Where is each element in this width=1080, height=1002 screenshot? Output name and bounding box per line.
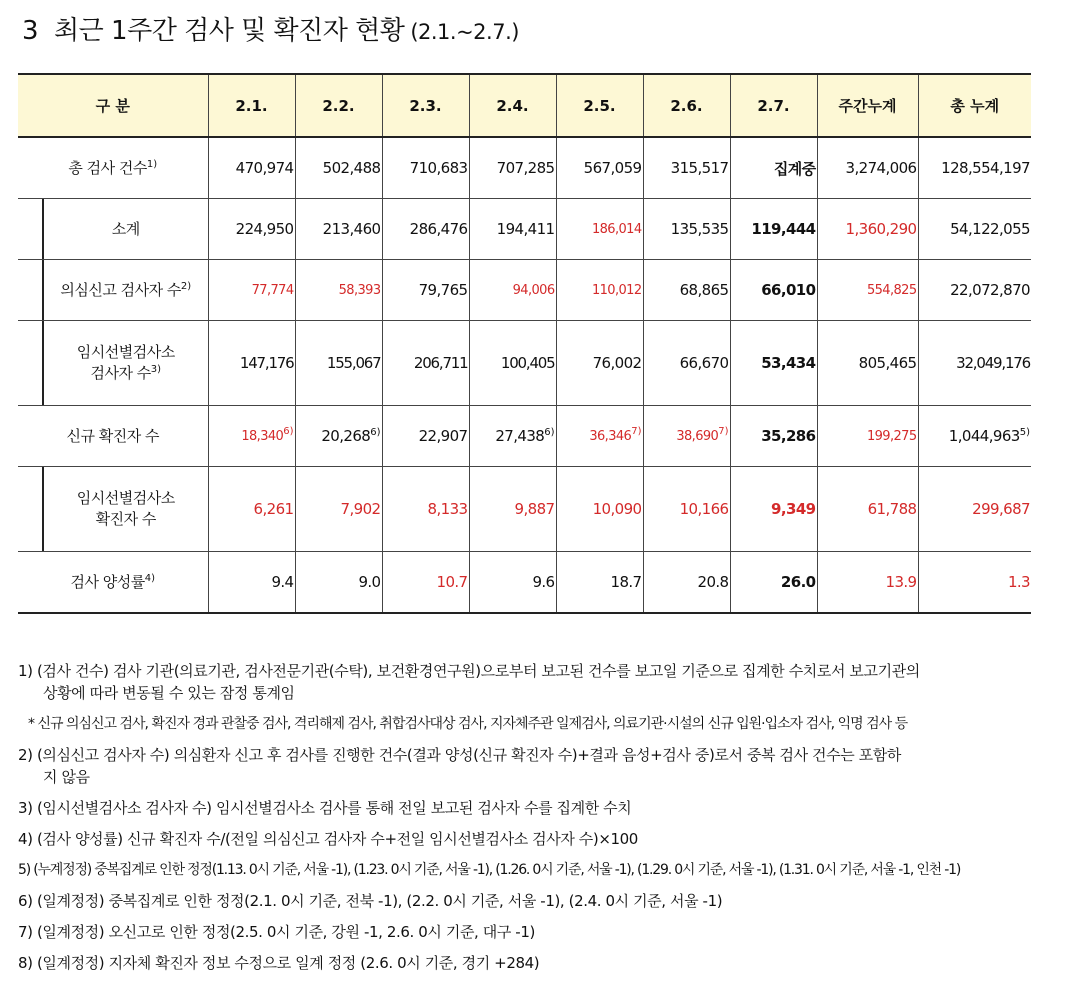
cell: 9,887 [469, 467, 556, 552]
row-temp-screening-tests [18, 321, 1031, 406]
cell: 199,275 [817, 406, 918, 467]
header-date: 2.7. [730, 74, 817, 137]
row-positivity-rate [18, 552, 1031, 614]
footnote-3: 3) (임시선별검사소 검사자 수) 임시선별검사소 검사를 통해 전일 보고된 검사자 수를 집계한 수치 [18, 799, 632, 817]
header-date: 2.6. [643, 74, 730, 137]
stats-table [18, 73, 1031, 614]
row-total-tests [18, 137, 1031, 199]
cell: 805,465 [817, 321, 918, 406]
cell: 집계중 [730, 137, 817, 199]
header-grand-total: 총 누계 [918, 74, 1031, 137]
cell: 119,444 [730, 199, 817, 260]
cell: 470,974 [208, 137, 295, 199]
footnote-2: 2) (의심신고 검사자 수) 의심환자 신고 후 검사를 진행한 건수(결과 양성(신규 확진자 수)+결과 음성+검사 중)로서 중복 검사 건수는 포함하 지 않음 [18, 746, 901, 786]
row-subtotal [18, 199, 1031, 260]
footnote-1: 1) (검사 건수) 검사 기관(의료기관, 검사전문기관(수탁), 보건환경연구원)으로부터 보고된 건수를 보고일 기준으로 집계한 수치로서 보고기관의 상황에 따라 변동될 수 있는 잠정 통계임 [18, 662, 920, 702]
cell: 20.8 [643, 552, 730, 614]
cell: 1,044,963$^{5)}$ [918, 406, 1031, 467]
cell: 554,825 [817, 260, 918, 321]
header-date: 2.1. [208, 74, 295, 137]
footnote-8: 8) (일계정정) 지자체 확진자 정보 수정으로 일계 정정 (2.6. 0시 기준, 경기 +284) [18, 954, 540, 972]
header-category: 구 분 [18, 74, 208, 137]
cell: 135,535 [643, 199, 730, 260]
cell: 186,014 [556, 199, 643, 260]
footnote-7: 7) (일계정정) 오신고로 인한 정정(2.5. 0시 기준, 강원 -1, 2.6. 0시 기준, 대구 -1) [18, 923, 535, 941]
header-date: 2.4. [469, 74, 556, 137]
row-label: 신규 확진자 수 [18, 406, 208, 467]
header-date: 2.5. [556, 74, 643, 137]
cell: 76,002 [556, 321, 643, 406]
row-label: 임시선별검사소 확진자 수 [18, 467, 208, 552]
row-temp-screening-cases [18, 467, 1031, 552]
cell: 13.9 [817, 552, 918, 614]
section-number: 3 [22, 16, 39, 46]
cell: 147,176 [208, 321, 295, 406]
cell: 94,006 [469, 260, 556, 321]
cell: 66,670 [643, 321, 730, 406]
row-label: 검사 양성률$^{4)}$ [18, 552, 208, 614]
cell: 54,122,055 [918, 199, 1031, 260]
cell: 18.7 [556, 552, 643, 614]
cell: 38,690$^{7)}$ [643, 406, 730, 467]
cell: 299,687 [918, 467, 1031, 552]
cell: 100,405 [469, 321, 556, 406]
footnote-5: 5) (누계정정) 중복집계로 인한 정정(1.13. 0시 기준, 서울 -1), (1.23. 0시 기준, 서울 -1), (1.26. 0시 기준, 서울 -1), (1.29. 0시 기준, 서울 -1), (1.31. 0시 기준, 서울 -1, 인천 -1) [18, 862, 961, 878]
page-title [22, 10, 519, 47]
footnote-4: 4) (검사 양성률) 신규 확진자 수/(전일 의심신고 검사자 수+전일 임시선별검사소 검사자 수)×100 [18, 830, 638, 848]
cell: 22,072,870 [918, 260, 1031, 321]
cell: 26.0 [730, 552, 817, 614]
header-weekly-total: 주간누계 [817, 74, 918, 137]
cell: 77,774 [208, 260, 295, 321]
cell: 9.6 [469, 552, 556, 614]
row-new-cases [18, 406, 1031, 467]
cell: 128,554,197 [918, 137, 1031, 199]
row-label: 의심신고 검사자 수$^{2)}$ [18, 260, 208, 321]
cell: 315,517 [643, 137, 730, 199]
cell: 1,360,290 [817, 199, 918, 260]
row-label: 임시선별검사소 검사자 수$^{3)}$ [18, 321, 208, 406]
cell: 224,950 [208, 199, 295, 260]
row-suspect-tests [18, 260, 1031, 321]
cell: 8,133 [382, 467, 469, 552]
cell: 7,902 [295, 467, 382, 552]
cell: 6,261 [208, 467, 295, 552]
cell: 18,340$^{6)}$ [208, 406, 295, 467]
cell: 155,067 [295, 321, 382, 406]
cell: 707,285 [469, 137, 556, 199]
title-text: 최근 1주간 검사 및 확진자 현황 [54, 16, 405, 46]
header-row [18, 74, 1031, 137]
cell: 32,049,176 [918, 321, 1031, 406]
cell: 710,683 [382, 137, 469, 199]
footnote-6: 6) (일계정정) 중복집계로 인한 정정(2.1. 0시 기준, 전북 -1), (2.2. 0시 기준, 서울 -1), (2.4. 0시 기준, 서울 -1) [18, 892, 723, 910]
cell: 286,476 [382, 199, 469, 260]
cell: 53,434 [730, 321, 817, 406]
cell: 35,286 [730, 406, 817, 467]
cell: 3,274,006 [817, 137, 918, 199]
cell: 27,438$^{6)}$ [469, 406, 556, 467]
cell: 10,090 [556, 467, 643, 552]
cell: 9,349 [730, 467, 817, 552]
cell: 68,865 [643, 260, 730, 321]
cell: 22,907 [382, 406, 469, 467]
cell: 66,010 [730, 260, 817, 321]
cell: 206,711 [382, 321, 469, 406]
header-date: 2.2. [295, 74, 382, 137]
cell: 36,346$^{7)}$ [556, 406, 643, 467]
cell: 502,488 [295, 137, 382, 199]
cell: 9.0 [295, 552, 382, 614]
cell: 10.7 [382, 552, 469, 614]
cell: 1.3 [918, 552, 1031, 614]
footnotes [18, 660, 1058, 983]
row-label: 총 검사 건수$^{1)}$ [18, 137, 208, 199]
cell: 9.4 [208, 552, 295, 614]
cell: 20,268$^{6)}$ [295, 406, 382, 467]
cell: 79,765 [382, 260, 469, 321]
footnote-star: * 신규 의심신고 검사, 확진자 경과 관찰중 검사, 격리해제 검사, 취합검사대상 검사, 지자체주관 일제검사, 의료기관·시설의 신규 입원·입소자 검사, 익명 검사 등 [28, 716, 908, 732]
cell: 194,411 [469, 199, 556, 260]
cell: 567,059 [556, 137, 643, 199]
cell: 110,012 [556, 260, 643, 321]
cell: 61,788 [817, 467, 918, 552]
header-date: 2.3. [382, 74, 469, 137]
row-label: 소계 [18, 199, 208, 260]
cell: 213,460 [295, 199, 382, 260]
title-period: (2.1.~2.7.) [410, 20, 519, 44]
cell: 10,166 [643, 467, 730, 552]
cell: 58,393 [295, 260, 382, 321]
